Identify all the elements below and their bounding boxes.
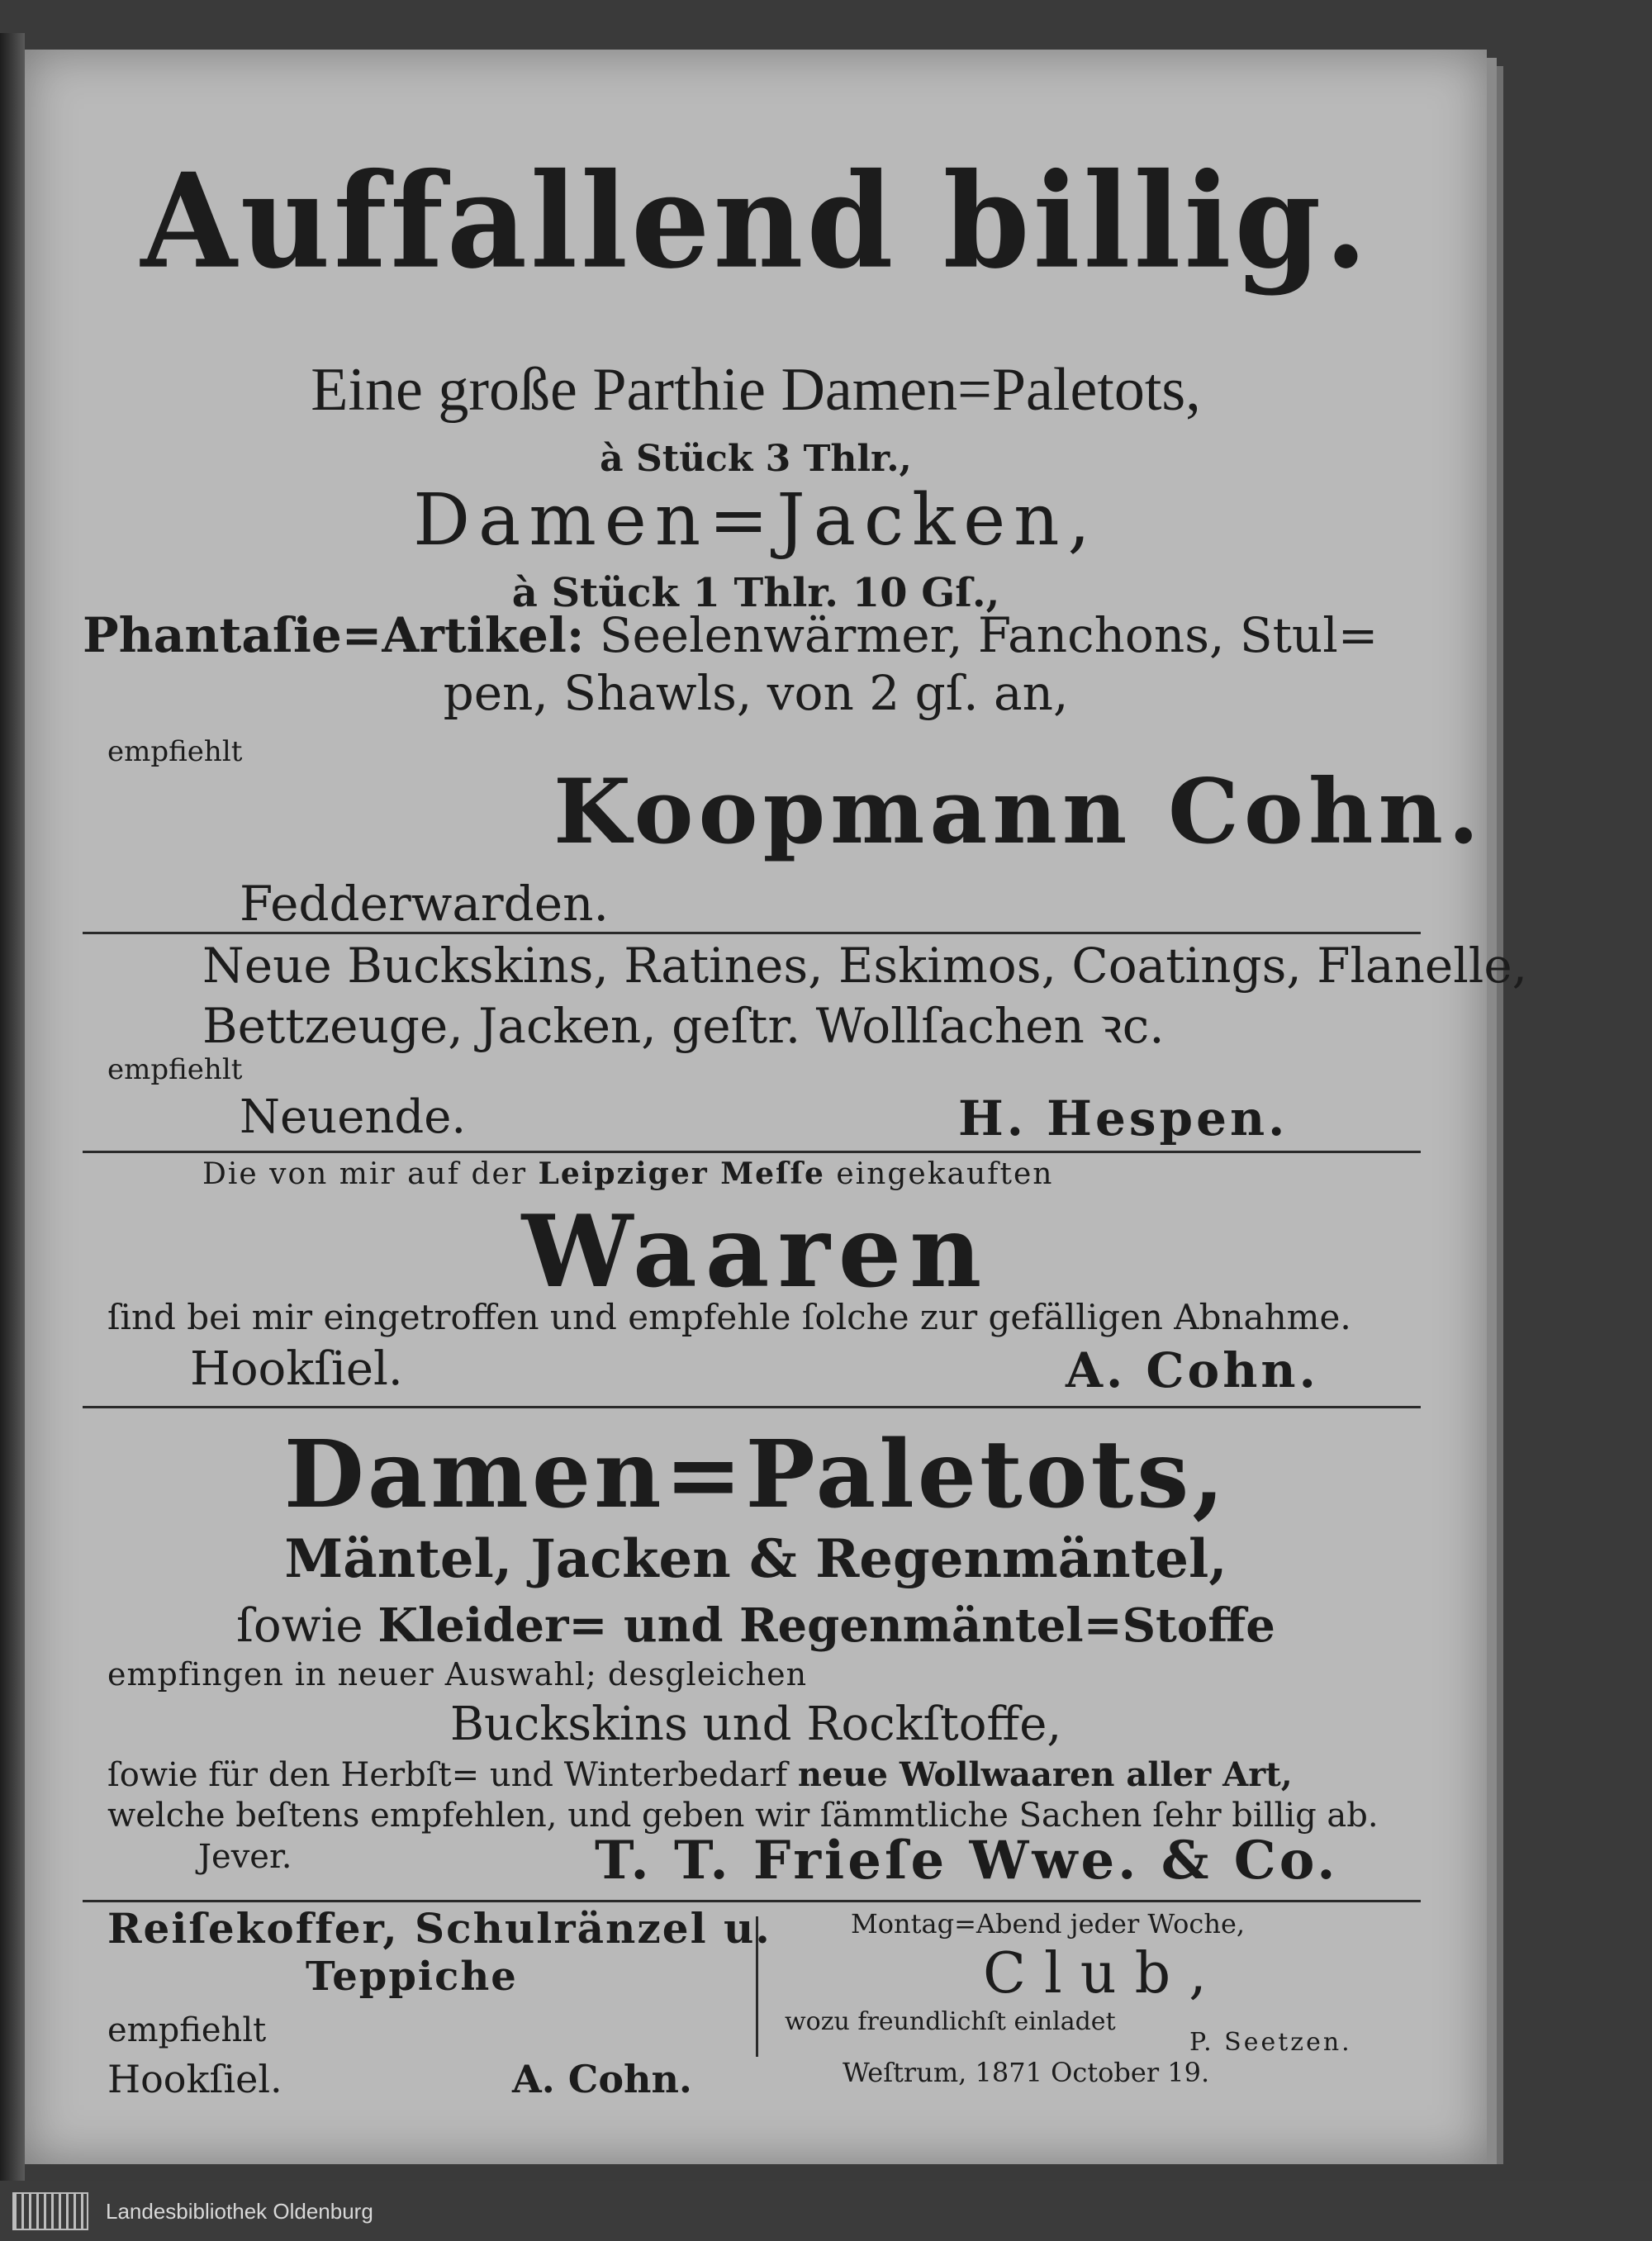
ad1-line5-bold: Phantaſie=Artikel: (83, 607, 585, 663)
ad6-dateline: Weſtrum, 1871 October 19. (843, 2057, 1210, 2088)
ad4-firm: T. T. Frieſe Wwe. & Co. (595, 1830, 1339, 1892)
library-name: Landesbibliothek Oldenburg (106, 2199, 373, 2224)
library-building-icon (12, 2192, 88, 2230)
page-edge (1487, 58, 1497, 2164)
ad6-signature: P. Seetzen. (1189, 2028, 1352, 2057)
ad5-place: Hookſiel. (107, 2057, 282, 2101)
ad3-line1 (202, 1156, 1053, 1191)
ad2-place: Neuende. (240, 1090, 467, 1144)
library-footer (0, 2181, 1652, 2241)
ad5-recommends: empfiehlt (107, 2011, 267, 2049)
ad4-line5-a: ſowie für den Herbſt= und Winterbedarf (107, 1756, 798, 1794)
ad3-headline: Waaren (521, 1194, 990, 1310)
ad4-line3: empfingen in neuer Auswahl; desgleichen (107, 1656, 808, 1693)
ad3-place: Hookſiel. (190, 1342, 403, 1396)
ad3-firm: A. Cohn. (1066, 1342, 1319, 1398)
ad1-line5-rest: Seelenwärmer, Fanchons, Stul= (584, 607, 1379, 663)
ad1-line6: pen, Shawls, von 2 gſ. an, (443, 665, 1069, 721)
ad6-line1: Montag=Abend jeder Woche, (851, 1908, 1246, 1940)
ad6-line2: wozu freundlichſt einladet (785, 2007, 1116, 2036)
ad5-line2: Teppiche (306, 1954, 518, 2000)
ad1-firm: Koopmann Cohn. (553, 760, 1484, 864)
divider-rule (83, 1900, 1421, 1902)
ad1-line2: à Stück 3 Thlr., (600, 438, 912, 480)
ad4-line6: welche beſtens empfehlen, und geben wir ſämmtliche Sachen ſehr billig ab. (107, 1797, 1379, 1835)
ad3-line1-a: Die von mir auf der (202, 1157, 539, 1191)
ad4-line1: Mäntel, Jacken & Regenmäntel, (284, 1528, 1227, 1590)
ad2-recommends: empfiehlt (107, 1053, 243, 1086)
divider-rule (83, 1151, 1421, 1153)
ad4-line2-a: ſowie (236, 1599, 378, 1653)
ad4-headline: Damen=Paletots, (283, 1421, 1228, 1529)
ad2-firm: H. Hespen. (958, 1090, 1289, 1147)
ad4-line2 (25, 1598, 1487, 1653)
ad1-line1: Eine große Parthie Damen=Paletots, (311, 356, 1201, 424)
ad1-recommends: empfiehlt (107, 735, 243, 768)
ad1-place: Fedderwarden. (240, 876, 609, 932)
ad5-line1: Reiſekoffer, Schulränzel u. (107, 1904, 771, 1953)
ad4-line2-bold: Kleider= und Regenmäntel=Stoffe (377, 1598, 1275, 1653)
ad3-line2: ſind bei mir eingetroffen und empfehle ſolche zur gefälligen Abnahme. (107, 1297, 1351, 1337)
ad4-place: Jever. (198, 1838, 292, 1876)
ad3-line1-b: eingekauften (824, 1157, 1054, 1191)
ad1-line3: Damen=Jacken, (413, 479, 1099, 562)
ad5-firm: A. Cohn. (512, 2057, 692, 2101)
ad2-line2: Bettzeuge, Jacken, geſtr. Wollſachen ꝛc. (202, 998, 1165, 1054)
ad4-line5 (107, 1755, 1293, 1794)
page-edge-back (1497, 66, 1503, 2164)
ad6-headline: Club, (983, 1941, 1225, 2006)
ad2-line1: Neue Buckskins, Ratines, Eskimos, Coatings, Flanelle, (202, 938, 1528, 994)
divider-rule (83, 932, 1421, 934)
ad1-line4: à Stück 1 Thlr. 10 Gſ., (511, 570, 1000, 616)
ad3-line1-bold: Leipziger Meſſe (538, 1156, 825, 1191)
ad4-line4: Buckskins und Rockſtoffe, (449, 1697, 1062, 1751)
ad1-headline: Auffallend billig. (140, 145, 1371, 298)
newspaper-page (25, 50, 1528, 2164)
ad1-line5 (83, 607, 1378, 663)
divider-rule (83, 1406, 1421, 1408)
ad4-line5-bold: neue Wollwaaren aller Art, (797, 1755, 1293, 1794)
book-spine (0, 33, 25, 2181)
